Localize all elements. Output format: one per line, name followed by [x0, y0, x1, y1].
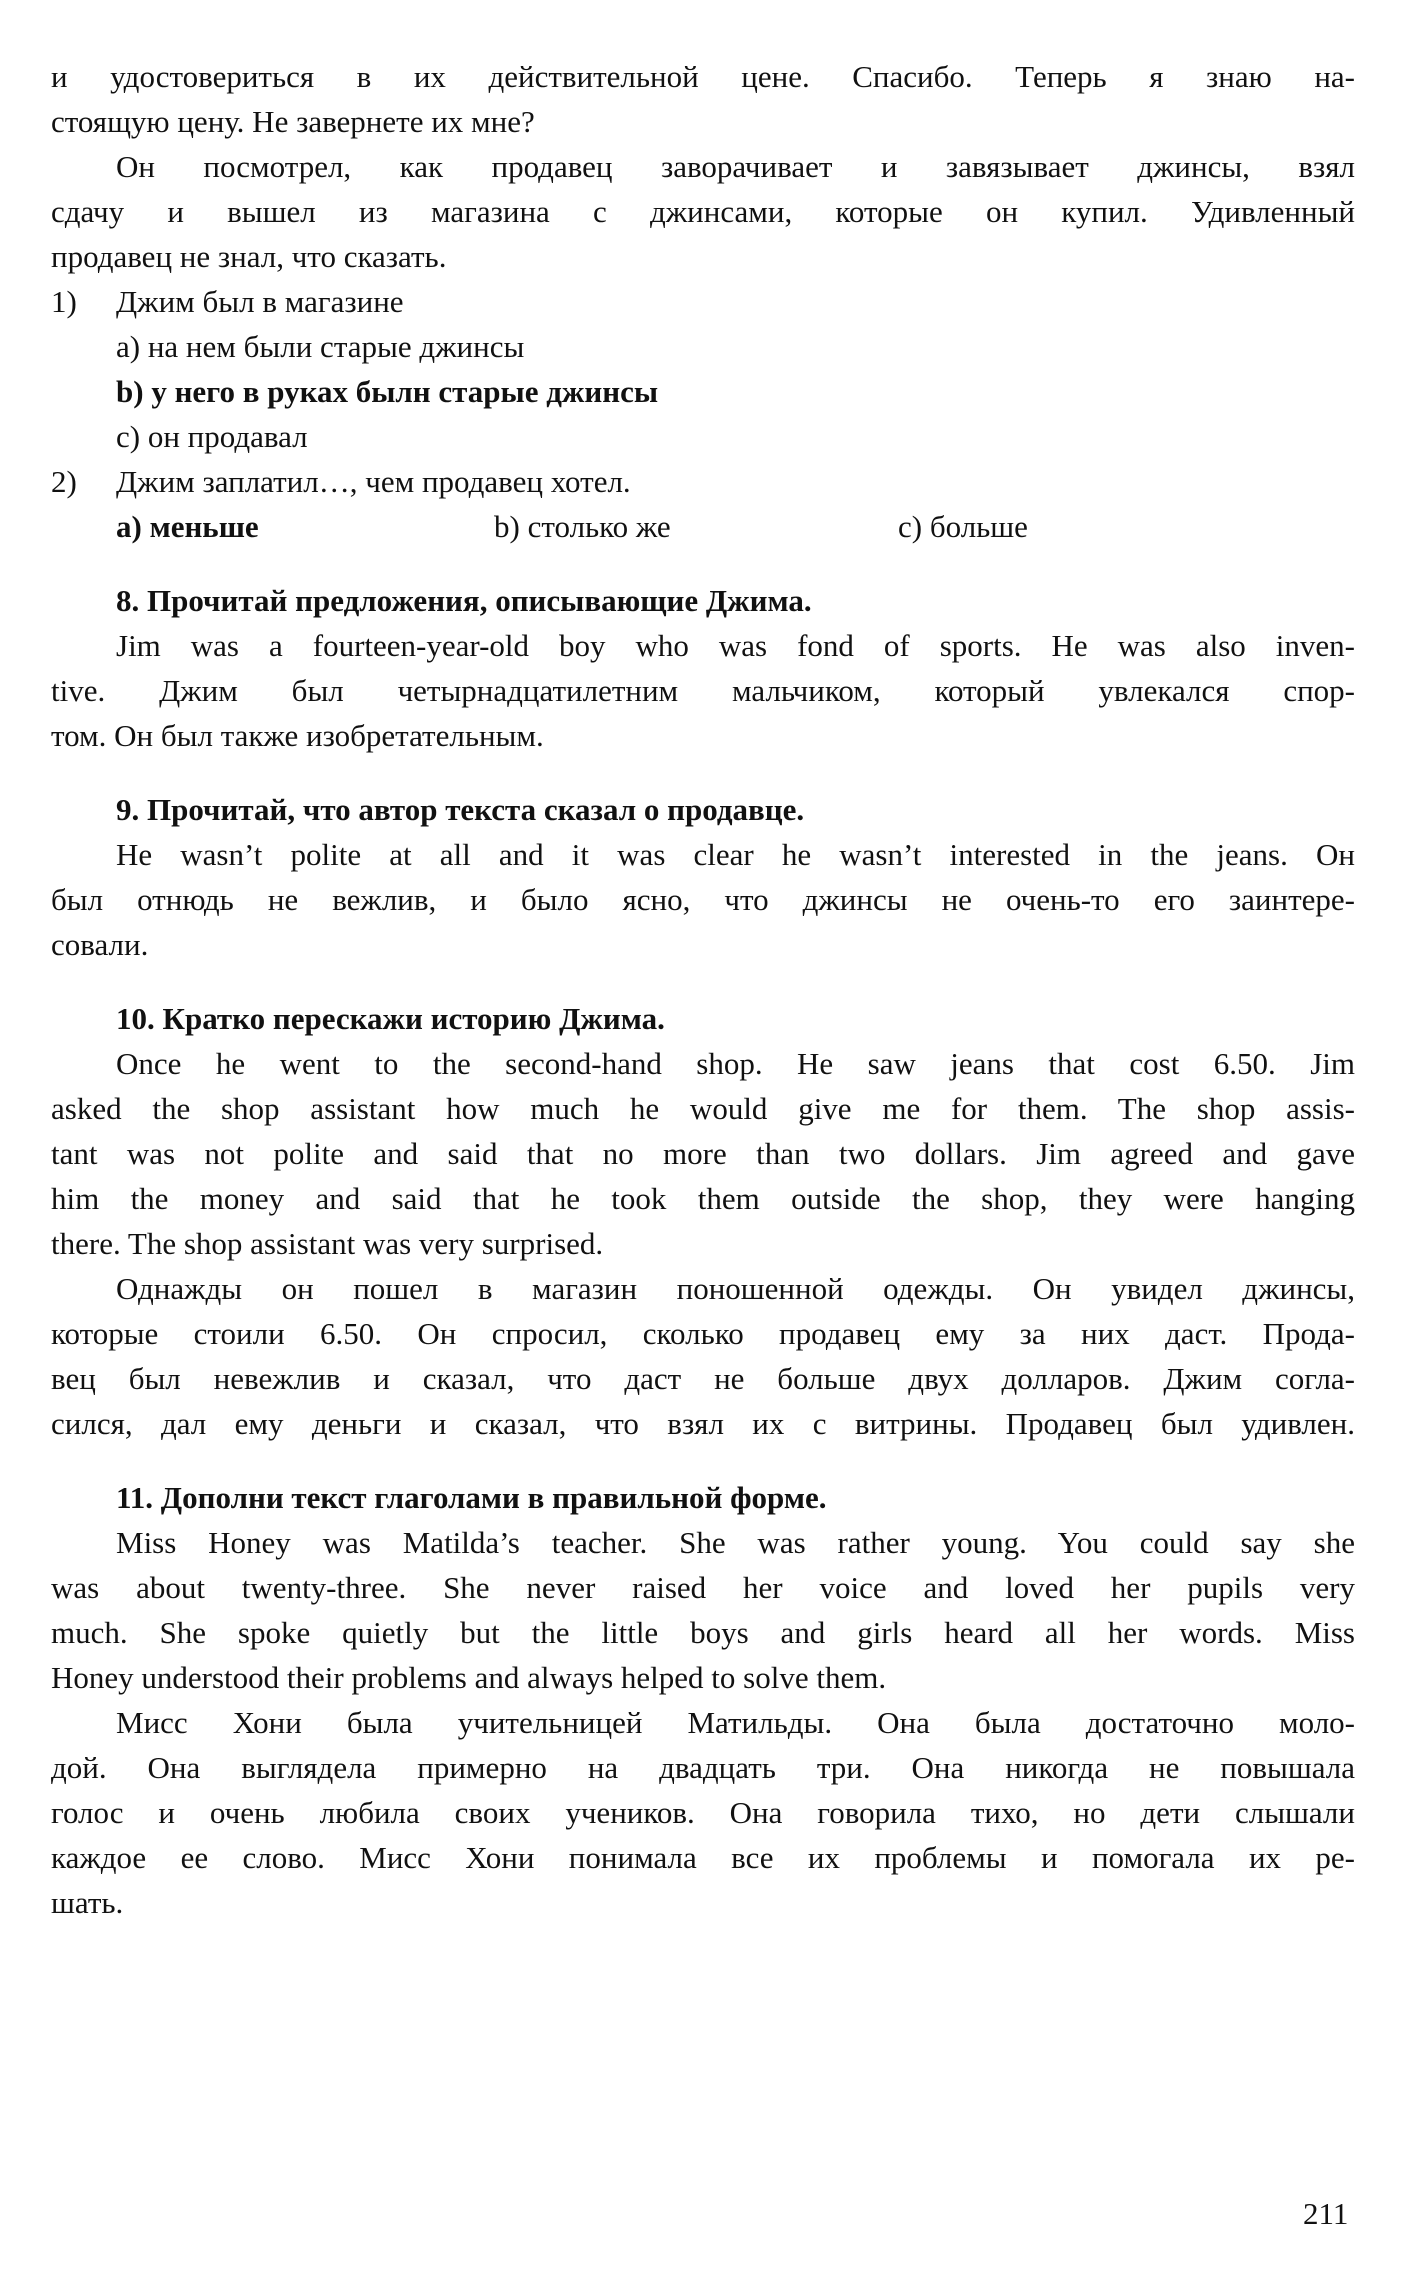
- text-line: каждое ее слово. Мисс Хони понимала все их проблемы и помогала их ре-: [51, 1840, 1355, 1875]
- text-line: him the money and said that he took them outside the shop, they were hanging: [51, 1181, 1355, 1216]
- text-line: сился, дал ему деньги и сказал, что взял их с витрины. Продавец был удивлен.: [51, 1406, 1355, 1441]
- section-heading: 11. Дополни текст глаголами в правильной форме.: [116, 1480, 827, 1515]
- question-2: [51, 459, 1355, 504]
- text-line: Однажды он пошел в магазин поношенной одежды. Он увидел джинсы,: [116, 1271, 1355, 1306]
- question-number: 2): [51, 464, 77, 499]
- section-heading: 10. Кратко перескажи историю Джима.: [116, 1001, 665, 1036]
- text-line: Once he went to the second-hand shop. He saw jeans that cost 6.50. Jim: [116, 1046, 1355, 1081]
- question-text: Джим был в магазине: [116, 284, 404, 319]
- text-line: Мисс Хони была учительницей Матильды. Она была достаточно моло-: [116, 1705, 1355, 1740]
- text-line: asked the shop assistant how much he would give me for them. The shop assis-: [51, 1091, 1355, 1126]
- question-text: Джим заплатил…, чем продавец хотел.: [116, 464, 631, 499]
- text-line: голос и очень любила своих учеников. Она говорила тихо, но дети слышали: [51, 1795, 1355, 1830]
- page-content: [51, 54, 1355, 1925]
- text-line: tant was not polite and said that no more than two dollars. Jim agreed and gave: [51, 1136, 1355, 1171]
- text-line: He wasn’t polite at all and it was clear he wasn’t interested in the jeans. Он: [116, 837, 1355, 872]
- text-line: дой. Она выглядела примерно на двадцать три. Она никогда не повышала: [51, 1750, 1355, 1785]
- section-heading: 9. Прочитай, что автор текста сказал о продавце.: [116, 792, 805, 827]
- text-line: Он посмотрел, как продавец заворачивает и завязывает джинсы, взял: [116, 149, 1355, 184]
- option: c) он продавал: [116, 419, 308, 454]
- text-line: tive. Джим был четырнадцатилетним мальчиком, который увлекался спор-: [51, 673, 1355, 708]
- text-line: был отнюдь не вежлив, и было ясно, что джинсы не очень-то его заинтере-: [51, 882, 1355, 917]
- page-number: 211: [1303, 2196, 1349, 2231]
- text-line: том. Он был также изобретательным.: [51, 718, 544, 753]
- section-heading: 8. Прочитай предложения, описывающие Джима.: [116, 583, 812, 618]
- text-line: вец был невежлив и сказал, что даст не больше двух долларов. Джим согла-: [51, 1361, 1355, 1396]
- text-line: Honey understood their problems and always helped to solve them.: [51, 1660, 887, 1695]
- question-number: 1): [51, 284, 77, 319]
- option: a) на нем были старые джинсы: [116, 329, 525, 364]
- text-line: которые стоили 6.50. Он спросил, сколько продавец ему за них даст. Прода-: [51, 1316, 1355, 1351]
- text-line: продавец не знал, что сказать.: [51, 239, 447, 274]
- text-line: совали.: [51, 927, 149, 962]
- option-answer: a) меньше: [116, 509, 259, 544]
- option: c) больше: [898, 509, 1028, 544]
- question-1: [51, 279, 1355, 324]
- text-line: Miss Honey was Matilda’s teacher. She was rather young. You could say she: [116, 1525, 1355, 1560]
- text-line: стоящую цену. Не завернете их мне?: [51, 104, 535, 139]
- text-line: сдачу и вышел из магазина с джинсами, которые он купил. Удивленный: [51, 194, 1355, 229]
- option-answer: b) у него в руках былн старые джинсы: [116, 374, 659, 409]
- text-line: и удостовериться в их действительной цене. Спасибо. Теперь я знаю на-: [51, 59, 1355, 94]
- text-line: much. She spoke quietly but the little boys and girls heard all her words. Miss: [51, 1615, 1355, 1650]
- options-row: [51, 504, 1355, 549]
- text-line: was about twenty-three. She never raised her voice and loved her pupils very: [51, 1570, 1355, 1605]
- text-line: Jim was a fourteen-year-old boy who was fond of sports. He was also inven-: [116, 628, 1355, 663]
- option: b) столько же: [494, 509, 671, 544]
- text-line: there. The shop assistant was very surprised.: [51, 1226, 604, 1261]
- text-line: шать.: [51, 1885, 124, 1920]
